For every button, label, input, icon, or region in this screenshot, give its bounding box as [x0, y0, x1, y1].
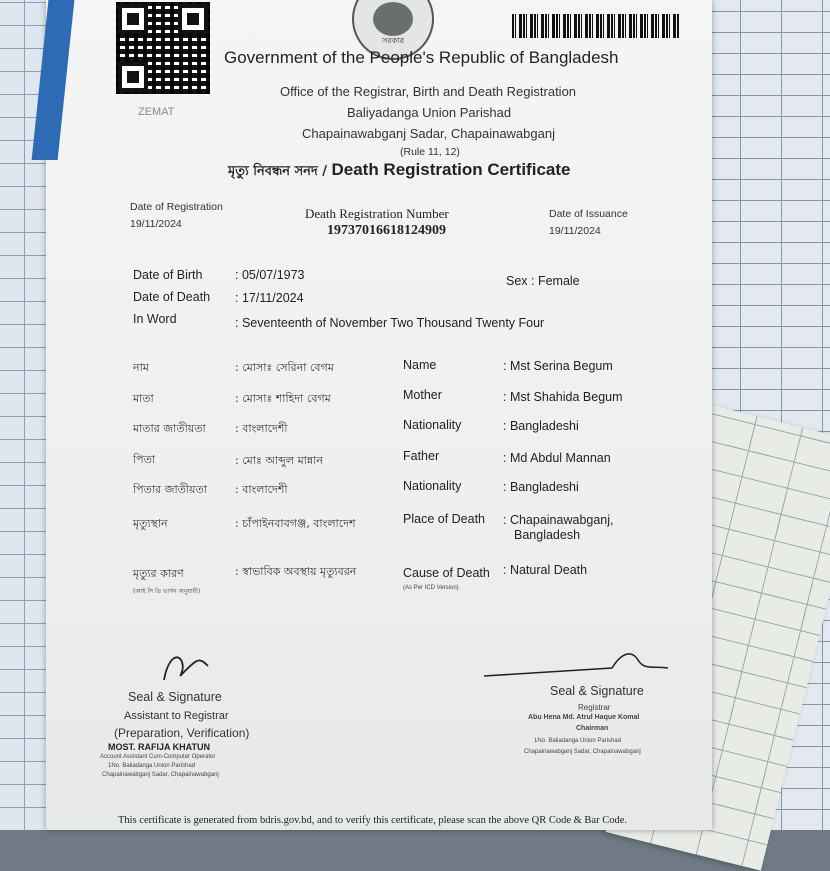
- left-line2: 1No. Baliadanga Union Parishad: [108, 763, 196, 769]
- left-seal-label: Seal & Signature: [128, 690, 222, 704]
- field-bn-value: : চাঁপাইনবাবগঞ্জ, বাংলাদেশ: [235, 517, 356, 530]
- field-en-label: Name: [403, 358, 437, 372]
- field-bn-label: মৃত্যুস্থান: [133, 517, 168, 530]
- in-word-label: In Word: [133, 312, 177, 326]
- field-bn-label: মাতার জাতীয়তা: [133, 422, 206, 435]
- office-title: Office of the Registrar, Birth and Death Registration: [280, 84, 577, 99]
- field-bn-value: : মোসাঃ সেরিনা বেগম: [235, 361, 334, 374]
- left-role: Assistant to Registrar: [124, 710, 229, 722]
- registration-date-value: 19/11/2024: [130, 218, 182, 230]
- field-en-value: : Bangladeshi: [503, 419, 579, 433]
- field-en-label: Nationality: [403, 479, 462, 493]
- field-en-value: : Bangladeshi: [503, 480, 579, 494]
- birth-date-value: : 05/07/1973: [235, 268, 305, 282]
- field-bn-label: পিতার জাতীয়তা: [133, 483, 207, 496]
- issuance-date-label: Date of Issuance: [549, 208, 628, 220]
- icd-note-en: (As Per ICD Version): [403, 585, 459, 591]
- field-en-label: Place of Death: [403, 512, 485, 526]
- assistant-signature-icon: [156, 648, 216, 686]
- barcode-icon: [512, 14, 680, 38]
- registrar-signature-icon: [482, 646, 672, 680]
- right-title: Chairman: [576, 725, 609, 732]
- registration-number-value: 19737016618124909: [327, 223, 446, 238]
- field-en-value-line2: Bangladesh: [514, 528, 581, 542]
- icd-note-bn: (আই সি ডি ভার্সন অনুযায়ী): [133, 588, 201, 595]
- field-en-label: Mother: [403, 388, 442, 402]
- zemat-mark: ZEMAT: [138, 106, 175, 118]
- government-emblem-icon: সরকার: [352, 0, 434, 60]
- field-en-value: : Mst Serina Begum: [503, 359, 613, 373]
- field-en-value: : Mst Shahida Begum: [503, 390, 623, 404]
- field-bn-label: নাম: [133, 361, 149, 374]
- issuance-date-value: 19/11/2024: [549, 225, 601, 237]
- left-purpose: (Preparation, Verification): [114, 726, 250, 740]
- death-date-value: : 17/11/2024: [235, 291, 304, 305]
- field-en-label: Father: [403, 449, 440, 463]
- sex-value: Sex : Female: [506, 274, 580, 288]
- field-en-label: Cause of Death: [403, 566, 490, 580]
- field-en-value: : Md Abdul Mannan: [503, 451, 611, 465]
- death-certificate: [46, 0, 712, 830]
- verification-footer: This certificate is generated from bdris.gov.bd, and to verify this certificate, please scan the above QR Code & Bar Code.: [118, 815, 627, 826]
- right-line2: Chapainawabganj Sadar, Chapainawabganj: [524, 749, 641, 755]
- field-bn-value: : মোঃ আব্দুল মান্নান: [235, 454, 323, 467]
- field-en-label: Nationality: [403, 418, 462, 432]
- right-role: Registrar: [578, 703, 611, 712]
- location-title: Chapainawabganj Sadar, Chapainawabganj: [302, 126, 555, 141]
- birth-date-label: Date of Birth: [133, 268, 203, 282]
- in-word-value: : Seventeenth of November Two Thousand Twenty Four: [235, 316, 545, 330]
- union-title: Baliyadanga Union Parishad: [347, 105, 512, 120]
- registration-date-label: Date of Registration: [130, 201, 223, 213]
- certificate-title: মৃত্যু নিবন্ধন সনদ / Death Registration Certificate: [228, 160, 571, 179]
- government-title: Government of the People's Republic of Bangladesh: [224, 48, 619, 67]
- left-line3: Chapainawabganj Sadar, Chapainawabganj: [102, 772, 219, 778]
- field-bn-value: : বাংলাদেশী: [235, 483, 288, 496]
- registration-number-label: Death Registration Number: [305, 206, 449, 221]
- field-bn-label: মাতা: [133, 392, 154, 405]
- field-bn-value: : বাংলাদেশী: [235, 422, 288, 435]
- right-line1: 1No. Baliadanga Union Parishad: [534, 738, 622, 744]
- left-line1: Account Assistant Cum-Computer Operator: [100, 754, 216, 760]
- death-date-label: Date of Death: [133, 290, 211, 304]
- field-bn-label: পিতা: [133, 453, 156, 466]
- field-bn-value: : স্বাভাবিক অবস্থায় মৃত্যুবরন: [235, 565, 357, 578]
- qr-code-icon: [116, 2, 210, 94]
- right-seal-label: Seal & Signature: [550, 684, 644, 698]
- field-bn-label: মৃত্যুর কারণ: [133, 567, 184, 580]
- field-en-value: : Chapainawabganj,: [503, 513, 614, 527]
- field-bn-value: : মোসাঃ শাহিদা বেগম: [235, 392, 331, 405]
- right-name: Abu Hena Md. Atrul Haque Komal: [528, 714, 640, 721]
- field-en-value: : Natural Death: [503, 563, 588, 577]
- left-name: MOST. RAFIJA KHATUN: [108, 742, 210, 752]
- rule-reference: (Rule 11, 12): [400, 146, 460, 158]
